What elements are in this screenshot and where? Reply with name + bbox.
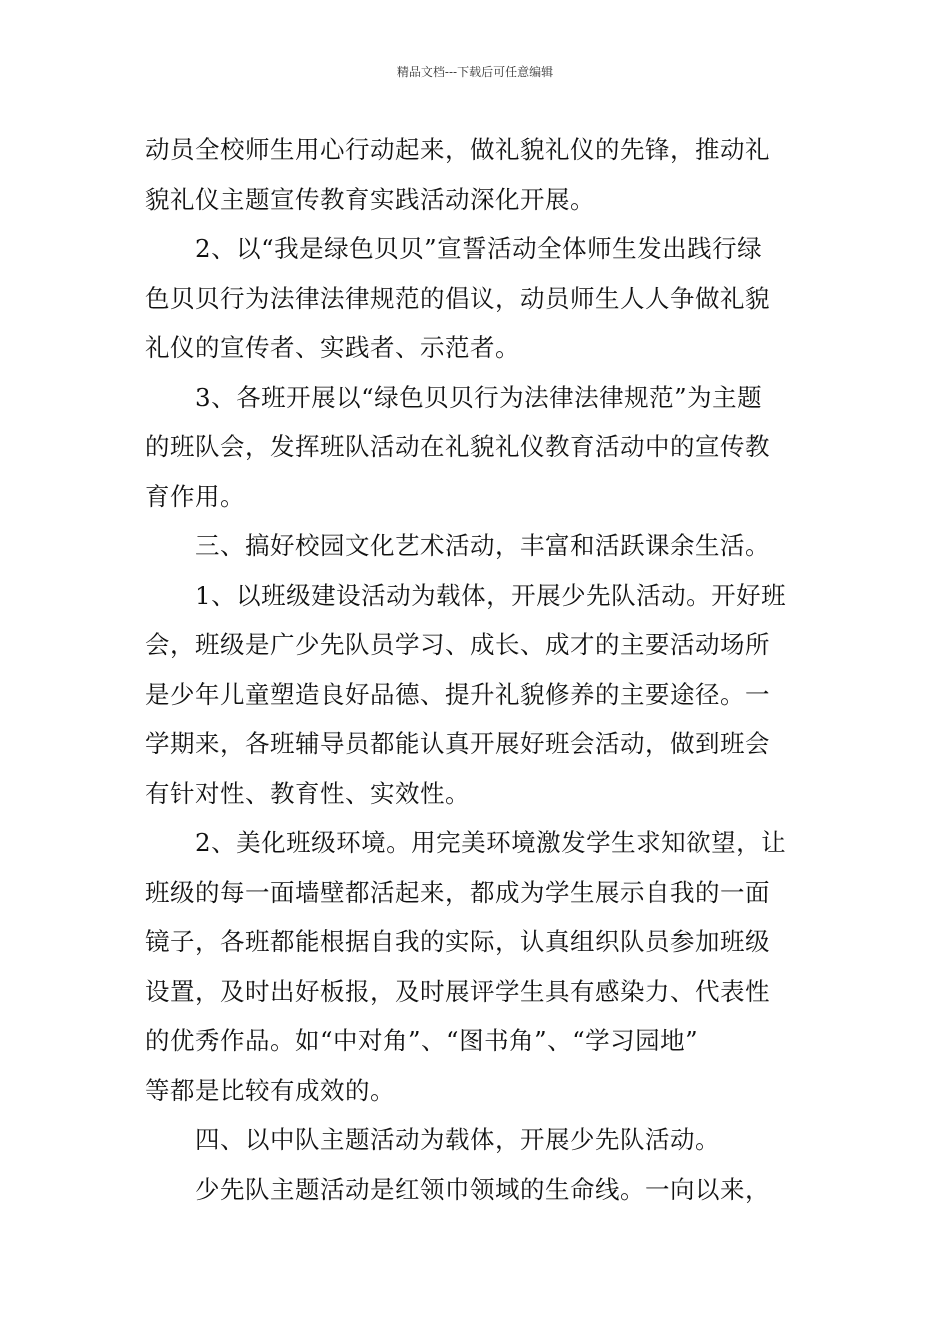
body-line: 1、以班级建设活动为载体，开展少先队活动。开好班 (195, 580, 787, 610)
body-line: 2、以“我是绿色贝贝”宣誓活动全体师生发出践行绿 (195, 234, 763, 263)
body-line: 的班队会，发挥班队活动在礼貌礼仪教育活动中的宣传教 (145, 432, 770, 461)
body-line: 色贝贝行为法律法律规范的倡议，动员师生人人争做礼貌 (145, 283, 770, 313)
body-line: 少先队主题活动是红领巾领域的生命线。一向以来， (195, 1174, 770, 1204)
body-line: 礼仪的宣传者、实践者、示范者。 (145, 333, 520, 362)
body-line: 动员全校师生用心行动起来，做礼貌礼仪的先锋，推动礼 (145, 135, 770, 164)
body-line: 是少年儿童塑造良好品德、提升礼貌修养的主要途径。一 (145, 679, 770, 709)
section-heading: 三、搞好校园文化艺术活动，丰富和活跃课余生活。 (195, 531, 770, 560)
page-header: 精品文档---下载后可任意编辑 (396, 65, 554, 79)
body-line: 的优秀作品。如“中对角”、“图书角”、“学习园地” (145, 1026, 699, 1055)
body-line: 镜子，各班都能根据自我的实际，认真组织队员参加班级 (145, 927, 770, 956)
body-line: 有针对性、教育性、实效性。 (145, 778, 470, 808)
body-line: 3、各班开展以“绿色贝贝行为法律法律规范”为主题 (195, 382, 763, 412)
body-line: 设置，及时出好板报，及时展评学生具有感染力、代表性 (145, 976, 770, 1006)
document-body (145, 125, 810, 1214)
body-line: 学期来，各班辅导员都能认真开展好班会活动，做到班会 (145, 729, 770, 758)
body-line: 等都是比较有成效的。 (145, 1075, 395, 1105)
body-line: 会，班级是广少先队员学习、成长、成才的主要活动场所 (145, 630, 770, 659)
body-line: 班级的每一面墙壁都活起来，都成为学生展示自我的一面 (145, 877, 770, 907)
body-line: 2、美化班级环境。用完美环境激发学生求知欲望，让 (195, 828, 787, 857)
section-heading: 四、以中队主题活动为载体，开展少先队活动。 (195, 1125, 720, 1154)
body-line: 貌礼仪主题宣传教育实践活动深化开展。 (145, 184, 595, 214)
body-line: 育作用。 (145, 481, 245, 511)
